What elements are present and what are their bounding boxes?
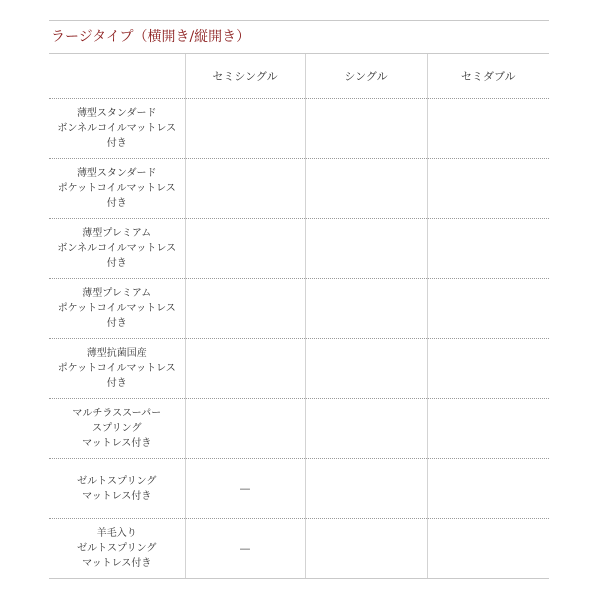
row-label-line: マットレス付き (82, 558, 152, 569)
table-row (49, 219, 549, 279)
table-row (49, 459, 549, 519)
size-availability-table (49, 54, 549, 579)
row-label-line: 薄型スタンダード (76, 168, 157, 179)
row-label (49, 219, 185, 279)
header-semi-double: セミダブル (427, 54, 549, 99)
cell-single (305, 219, 427, 279)
cell-single (305, 399, 427, 459)
cell-semi-double (427, 279, 549, 339)
row-label-line: 付き (106, 138, 127, 149)
cell-semi-double (427, 99, 549, 159)
row-label-line: 薄型プレミアム (82, 288, 152, 299)
row-label-line: ポケットコイルマットレス (57, 183, 176, 194)
cell-semi-double (427, 159, 549, 219)
row-label-line: ポケットコイルマットレス (57, 303, 176, 314)
cell-single (305, 159, 427, 219)
header-single: シングル (305, 54, 427, 99)
table-row (49, 339, 549, 399)
cell-semi-single (185, 159, 305, 219)
row-label-line: 薄型抗菌国産 (86, 348, 147, 359)
size-table-section (49, 20, 549, 579)
header-semi-single: セミシングル (185, 54, 305, 99)
row-label-line: 付き (106, 378, 127, 389)
cell-semi-double (427, 339, 549, 399)
row-label-line: 薄型スタンダード (76, 108, 157, 119)
row-label-line: 薄型プレミアム (82, 228, 152, 239)
row-label-line: ポケットコイルマットレス (57, 363, 176, 374)
row-label-line: ゼルトスプリング (77, 543, 157, 554)
cell-semi-single (185, 399, 305, 459)
row-label-line: 羊毛入り (96, 528, 137, 539)
row-label (49, 399, 185, 459)
section-title: ラージタイプ（横開き/縦開き） (51, 29, 251, 45)
row-label-line: マットレス付き (82, 490, 152, 502)
cell-semi-single: — (185, 519, 305, 579)
cell-semi-double (427, 219, 549, 279)
cell-single (305, 519, 427, 579)
cell-semi-double (427, 399, 549, 459)
table-row (49, 99, 549, 159)
table-row (49, 159, 549, 219)
table-row (49, 519, 549, 579)
row-label-line: 付き (106, 318, 127, 329)
row-label-line: ボンネルコイルマットレス (57, 123, 177, 134)
row-label (49, 339, 185, 399)
header-corner (49, 54, 185, 99)
cell-single (305, 459, 427, 519)
row-label (49, 459, 185, 519)
row-label-line: ボンネルコイルマットレス (57, 243, 177, 254)
row-label-line: マルチラススーパー (72, 408, 162, 419)
cell-semi-double (427, 519, 549, 579)
row-label (49, 159, 185, 219)
cell-single (305, 339, 427, 399)
row-label (49, 519, 185, 579)
row-label-line: マットレス付き (82, 438, 152, 449)
row-label-line: 付き (106, 198, 127, 209)
table-row (49, 279, 549, 339)
cell-single (305, 279, 427, 339)
row-label (49, 99, 185, 159)
row-label-line: 付き (106, 258, 127, 269)
cell-single (305, 99, 427, 159)
table-header-row (49, 54, 549, 99)
row-label-line: ゼルトスプリング (77, 475, 157, 487)
cell-semi-single (185, 339, 305, 399)
cell-semi-single (185, 99, 305, 159)
cell-semi-double (427, 459, 549, 519)
row-label-line: スプリング (92, 423, 142, 434)
cell-semi-single (185, 219, 305, 279)
table-row (49, 399, 549, 459)
row-label (49, 279, 185, 339)
cell-semi-single: — (185, 459, 305, 519)
cell-semi-single (185, 279, 305, 339)
